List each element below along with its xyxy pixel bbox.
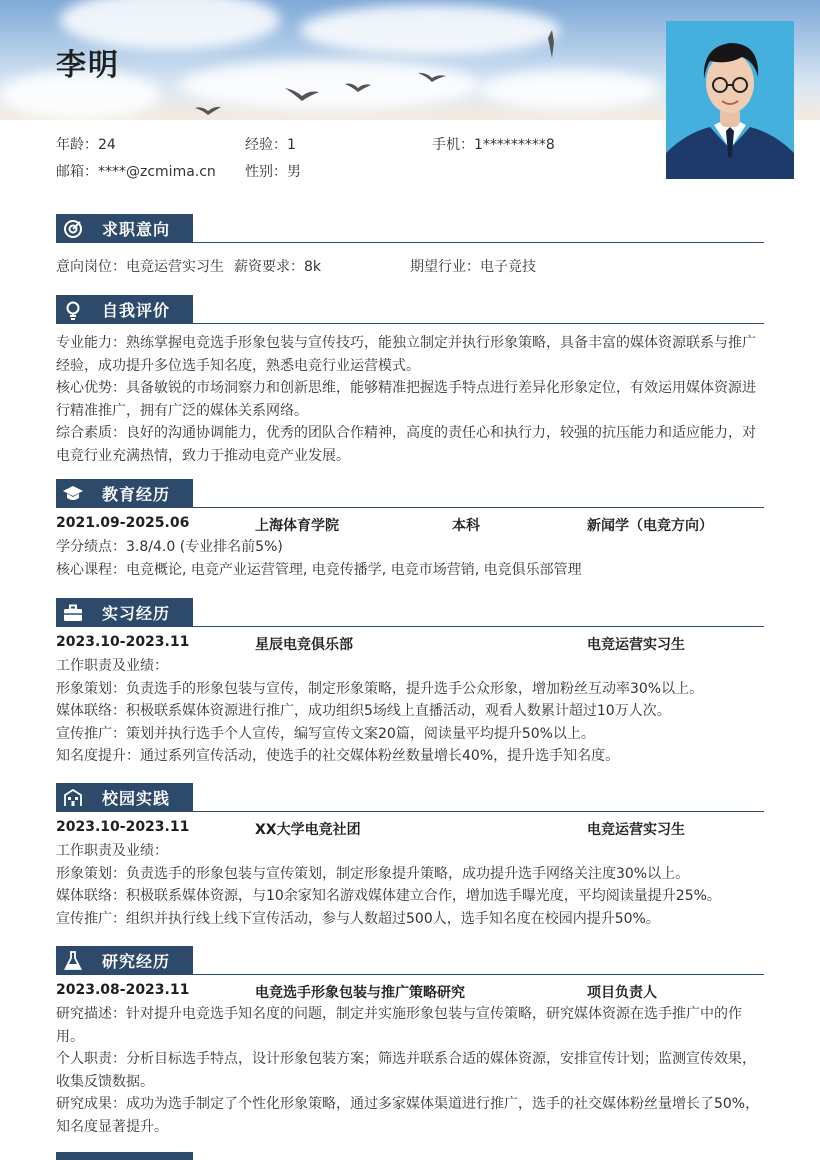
cloud [480,70,660,110]
campus-head [56,816,766,840]
target-icon [56,214,90,243]
age: 年龄：24 [56,136,116,153]
education-date: 2021.09-2025.06 [56,515,190,531]
section-title-research: 研究经历 [56,946,193,975]
research-head [56,979,766,1003]
campus-line: 宣传推广：组织并执行线上线下宣传活动，参与人数超过500人，选手知名度在校园内提升50%。 [56,910,660,927]
intent-content [56,256,766,278]
intent-salary: 薪资要求：8k [234,259,322,275]
bird-icon [345,80,371,94]
self-eval-line: 电竞行业充满热情，致力于推动电竞产业发展。 [56,447,350,464]
section-rule [56,242,764,243]
internship-date: 2023.10-2023.11 [56,634,190,650]
campus-content [56,816,766,930]
intent-position: 意向岗位：电竞运营实习生 [56,259,224,275]
section-rule [56,626,764,627]
education-content [56,512,766,581]
self-eval-content [56,332,766,467]
section-title-internship: 实习经历 [56,598,193,627]
phone: 手机：1*********8 [432,136,555,153]
bird-icon [418,70,446,84]
research-line: 知名度显著提升。 [56,1118,168,1135]
bird-icon [285,86,319,102]
graduation-cap-icon [56,479,90,508]
self-eval-line: 综合素质：良好的沟通协调能力，优秀的团队合作精神，高度的责任心和执行力，较强的抗压能力和适应能力，对 [56,425,756,441]
campus-line: 形象策划：负责选手的形象包装与宣传策划，制定形象提升策略，成功提升选手网络关注度30%以上。 [56,865,690,882]
section-title-education: 教育经历 [56,479,193,508]
email: 邮箱：****@zcmima.cn [56,163,216,180]
section-title-self-eval: 自我评价 [56,295,193,324]
internship-line: 宣传推广：策划并执行选手个人宣传，编写宣传文案20篇，阅读量平均提升50%以上。 [56,725,595,742]
research-line: 收集反馈数据。 [56,1073,154,1090]
internship-line: 形象策划：负责选手的形象包装与宣传，制定形象策略，提升选手公众形象，增加粉丝互动率30%以上。 [56,680,704,697]
research-line: 用。 [56,1028,84,1045]
basic-info [56,130,555,184]
research-date: 2023.08-2023.11 [56,982,190,998]
internship-content [56,631,766,768]
intent-industry: 期望行业：电子竞技 [410,259,536,275]
info-row [56,130,555,157]
education-line: 学分绩点：3.8/4.0 (专业排名前5%) [56,539,283,555]
research-topic: 电竞选手形象包装与推广策略研究 [255,985,465,1001]
self-eval-line: 行精准推广，拥有广泛的媒体关系网络。 [56,402,308,419]
education-line: 核心课程：电竞概论, 电竞产业运营管理, 电竞传播学, 电竞市场营销, 电竞俱乐部管理 [56,561,582,578]
campus-role: 电竞运营实习生 [587,822,685,838]
bird-icon [195,104,221,116]
internship-head [56,631,766,655]
bird-icon [540,28,564,62]
section-rule [56,811,764,812]
gender: 性别：男 [245,163,301,180]
research-role: 项目负责人 [587,985,657,1001]
campus-line: 媒体联络：积极联系媒体资源，与10余家知名游戏媒体建立合作，增加选手曝光度，平均阅读量提升25%。 [56,888,721,904]
section-title-intent: 求职意向 [56,214,193,243]
candidate-name: 李明 [56,48,120,83]
briefcase-icon [56,598,90,627]
campus-date: 2023.10-2023.11 [56,819,190,835]
experience: 经验：1 [245,136,296,153]
section-rule [56,323,764,324]
internship-line: 工作职责及业绩： [56,658,168,674]
self-eval-line: 经验，成功提升多位选手知名度，熟悉电竞行业运营模式。 [56,357,420,374]
section-rule [56,974,764,975]
education-head [56,512,766,536]
internship-line: 知名度提升：通过系列宣传活动，使选手的社交媒体粉丝数量增长40%，提升选手知名度。 [56,748,620,764]
info-row [56,157,555,184]
internship-company: 星辰电竞俱乐部 [255,637,353,653]
education-degree: 本科 [452,518,480,534]
research-line: 个人职责：分析目标选手特点，设计形象包装方案；筛选并联系合适的媒体资源，安排宣传计划；监测宣传效果， [56,1051,756,1067]
campus-line: 工作职责及业绩： [56,843,168,859]
building-icon [56,783,90,812]
section-rule [56,507,764,508]
education-major: 新闻学（电竞方向） [587,518,713,534]
research-line: 研究描述：针对提升电竞选手知名度的问题，制定并实施形象包装与宣传策略，研究媒体资源在选手推广中的作 [56,1006,742,1022]
self-eval-line: 专业能力：熟练掌握电竞选手形象包装与宣传技巧，能独立制定并执行形象策略，具备丰富的媒体资源联系与推广 [56,335,756,351]
research-content [56,979,766,1138]
campus-org: XX大学电竞社团 [255,822,361,838]
section-title-next [56,1152,193,1160]
self-eval-line: 核心优势：具备敏锐的市场洞察力和创新思维，能够精准把握选手特点进行差异化形象定位，有效运用媒体资源进 [56,380,756,396]
education-school: 上海体育学院 [255,518,339,534]
cloud [180,60,480,110]
lightbulb-icon [56,295,90,324]
cloud [300,5,560,55]
section-title-campus: 校园实践 [56,783,193,812]
internship-line: 媒体联络：积极联系媒体资源进行推广，成功组织5场线上直播活动，观看人数累计超过10万人次。 [56,703,671,719]
research-line: 研究成果：成功为选手制定了个性化形象策略，通过多家媒体渠道进行推广，选手的社交媒体粉丝量增长了50%， [56,1096,760,1112]
profile-photo [666,21,794,179]
flask-icon [56,946,90,975]
internship-role: 电竞运营实习生 [587,637,685,653]
